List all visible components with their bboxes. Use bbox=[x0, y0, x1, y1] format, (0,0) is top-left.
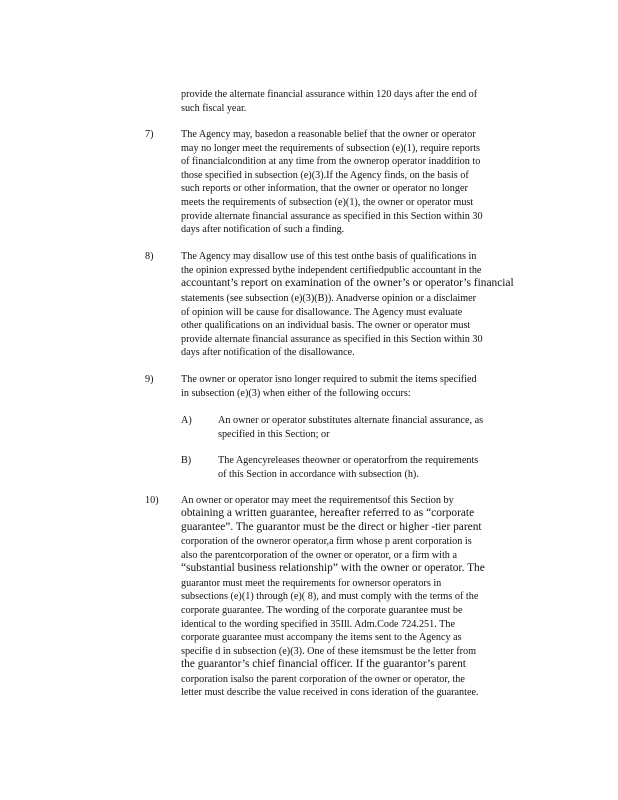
item-10-line: An owner or operator may meet the requirementsof this Section by bbox=[181, 495, 454, 506]
item-9-line: The owner or operator isno longer required to submit the items specified bbox=[181, 374, 477, 385]
item-7-line: may no longer meet the requirements of subsection (e)(1), require reports bbox=[181, 143, 481, 154]
subitem-letter: A) bbox=[181, 415, 192, 426]
item-number: 7) bbox=[145, 129, 154, 140]
item-7-line: days after notification of such a finding. bbox=[181, 224, 345, 235]
item-7-line: The Agency may, basedon a reasonable belief that the owner or operator bbox=[181, 129, 476, 140]
item-7-line: provide alternate financial assurance as specified in this Section within 30 bbox=[181, 211, 483, 222]
item-8-line: the opinion expressed bythe independent certifiedpublic accountant in the bbox=[181, 265, 482, 276]
item-10-line: corporate guarantee must accompany the items sent to the Agency as bbox=[181, 632, 462, 643]
item-8-line: days after notification of the disallowance. bbox=[181, 347, 355, 358]
subitem-b-line: of this Section in accordance with subsection (h). bbox=[218, 469, 419, 480]
item-7-line: meets the requirements of subsection (e)(1), the owner or operator must bbox=[181, 197, 474, 208]
item-8-line: provide alternate financial assurance as specified in this Section within 30 bbox=[181, 334, 483, 345]
item-10-line: guarantee”. The guarantor must be the direct or higher -tier parent bbox=[181, 521, 482, 533]
item-10-line: identical to the wording specified in 35Ill. Adm.Code 724.251. The bbox=[181, 619, 455, 630]
item-number: 10) bbox=[145, 495, 159, 506]
subitem-b-line: The Agencyreleases theowner or operatorfrom the requirements bbox=[218, 455, 479, 466]
intro-line: such fiscal year. bbox=[181, 103, 247, 114]
item-7-line: of financialcondition at any time from the ownerор operator inaddition to bbox=[181, 156, 481, 167]
item-10-line: “substantial business relationship” with the owner or operator. The bbox=[181, 562, 485, 574]
item-10-line: corporation of the ownerоr operator,a firm whose p arent corporation is bbox=[181, 536, 472, 547]
item-10-line: also the parentcorporation of the owner or operator, or a firm with a bbox=[181, 550, 457, 561]
item-10-line: guarantor must meet the requirements for ownersor operators in bbox=[181, 578, 442, 589]
item-10-line: obtaining a written guarantee, hereafter referred to as “corporate bbox=[181, 507, 475, 519]
item-8-line: other qualifications on an individual basis. The owner or operator must bbox=[181, 320, 471, 331]
subitem-a-line: An owner or operator substitutes alternate financial assurance, as bbox=[218, 415, 484, 426]
item-10-line: specifie d in subsection (e)(3). One of these itemsmust be the letter from bbox=[181, 646, 477, 657]
subitem-a-line: specified in this Section; or bbox=[218, 429, 330, 440]
item-8-line: of opinion will be cause for disallowance. The Agency must evaluate bbox=[181, 307, 463, 318]
item-10-line: letter must describe the value received in cons ideration of the guarantee. bbox=[181, 687, 479, 698]
item-7-line: those specified in subsection (e)(3).If the Agency finds, on the basis of bbox=[181, 170, 469, 181]
item-number: 8) bbox=[145, 251, 154, 262]
item-8-line: The Agency may disallow use of this test onthe basis of qualifications in bbox=[181, 251, 477, 262]
item-number: 9) bbox=[145, 374, 154, 385]
item-8-line: accountant’s report on examination of the owner’s or operator’s financial bbox=[181, 277, 514, 289]
item-8-line: statements (see subsection (e)(3)(B)). Anadverse opinion or a disclaimer bbox=[181, 293, 477, 304]
item-10-line: corporation isalso the parent corporation of the owner or operator, the bbox=[181, 674, 465, 685]
item-10-line: subsections (e)(1) through (e)( 8), and must comply with the terms of the bbox=[181, 591, 479, 602]
item-9-line: in subsection (e)(3) when either of the following occurs: bbox=[181, 388, 411, 399]
subitem-letter: B) bbox=[181, 455, 192, 466]
item-10-line: the guarantor’s chief financial officer. If the guarantor’s parent bbox=[181, 658, 466, 670]
intro-line: provide the alternate financial assurance within 120 days after the end of bbox=[181, 89, 478, 100]
item-7-line: such reports or other information, that the owner or operator no longer bbox=[181, 183, 468, 194]
item-10-line: corporate guarantee. The wording of the corporate guarantee must be bbox=[181, 605, 463, 616]
